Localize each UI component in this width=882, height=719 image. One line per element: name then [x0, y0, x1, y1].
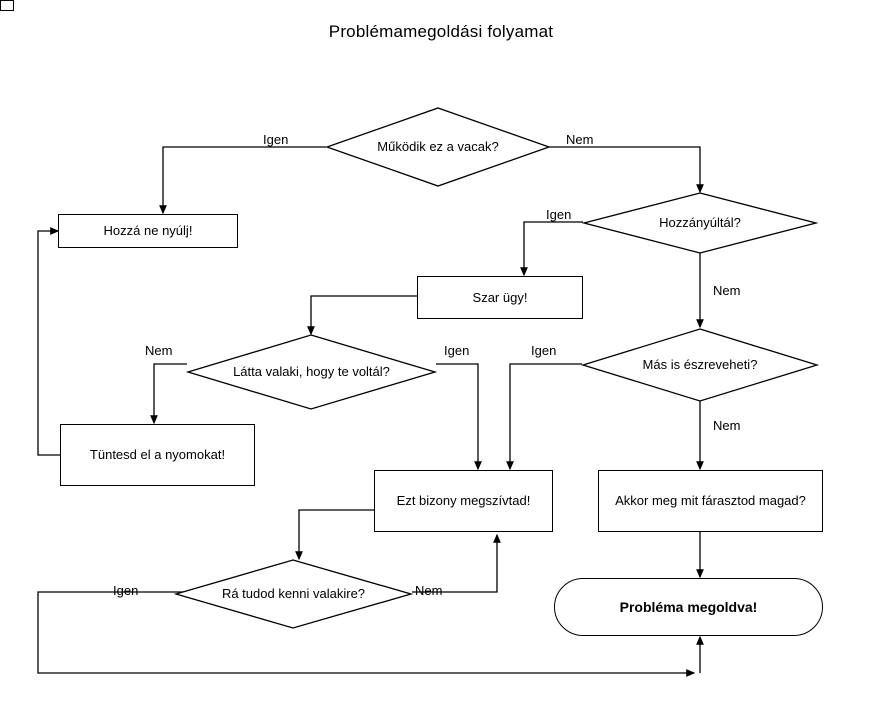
- process-you-screwed-up[interactable]: [374, 470, 553, 532]
- decision-anyone-saw[interactable]: [187, 334, 436, 410]
- process-tough-luck[interactable]: [417, 276, 583, 319]
- edge-label-works-no: Nem: [566, 132, 594, 147]
- edge-label-touch-no: Nem: [713, 283, 741, 298]
- process-tough-luck-label: Szar ügy!: [472, 289, 528, 305]
- process-you-screwed-up-label: Ezt bizony megszívtad!: [396, 493, 531, 509]
- process-cover-tracks-label: Tüntesd el a nyomokat!: [89, 447, 226, 463]
- edge-label-notice-yes: Igen: [531, 343, 557, 358]
- process-why-bother-label: Akkor meg mit fárasztod magad?: [615, 493, 806, 509]
- decision-blame-someone[interactable]: [175, 559, 412, 629]
- decision-did-you-touch-label: Hozzányúltál?: [659, 215, 741, 231]
- decision-works[interactable]: [326, 107, 550, 187]
- process-why-bother[interactable]: [598, 470, 823, 532]
- decision-works-label: Működik ez a vacak?: [377, 139, 499, 155]
- edge-label-works-yes: Igen: [263, 132, 289, 147]
- edge-label-blame-yes: Igen: [113, 583, 139, 598]
- decision-anyone-saw-label: Látta valaki, hogy te voltál?: [233, 364, 390, 380]
- process-cover-tracks[interactable]: [60, 424, 255, 486]
- edge-label-notice-no: Nem: [713, 418, 741, 433]
- decision-others-notice[interactable]: [582, 328, 818, 402]
- edge-label-blame-no: Nem: [415, 583, 443, 598]
- edge-label-touch-yes: Igen: [546, 207, 572, 222]
- terminator-problem-solved[interactable]: [554, 578, 823, 636]
- page-title: Problémamegoldási folyamat: [328, 22, 554, 41]
- decision-others-notice-label: Más is észreveheti?: [642, 357, 758, 373]
- edge-label-saw-yes: Igen: [444, 343, 470, 358]
- decision-did-you-touch[interactable]: [583, 192, 817, 254]
- process-dont-touch[interactable]: [58, 214, 238, 248]
- decision-blame-someone-label: Rá tudod kenni valakire?: [221, 586, 366, 602]
- terminator-problem-solved-label: Probléma megoldva!: [619, 598, 758, 615]
- process-dont-touch-label: Hozzá ne nyúlj!: [103, 223, 193, 239]
- edge-label-saw-no: Nem: [145, 343, 173, 358]
